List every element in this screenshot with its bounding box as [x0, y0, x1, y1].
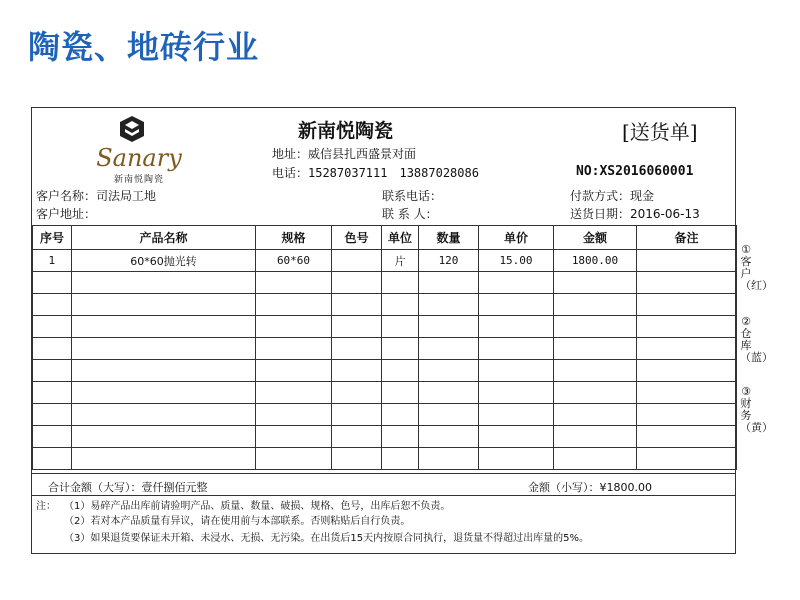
empty-cell: [479, 272, 554, 294]
empty-cell: [382, 426, 419, 448]
empty-cell: [256, 404, 332, 426]
empty-cell: [72, 382, 256, 404]
empty-cell: [479, 404, 554, 426]
empty-cell: [479, 448, 554, 470]
cell-price: 15.00: [479, 250, 554, 272]
totals-row: [32, 473, 736, 496]
empty-cell: [72, 448, 256, 470]
table-row: [33, 404, 737, 426]
empty-cell: [332, 426, 382, 448]
empty-cell: [382, 272, 419, 294]
empty-cell: [332, 404, 382, 426]
empty-cell: [637, 404, 737, 426]
contact-person: 联 系 人：: [382, 207, 438, 221]
empty-cell: [33, 338, 72, 360]
delivery-date: 送货日期：2016-06-13: [570, 207, 700, 221]
table-row: [33, 272, 737, 294]
empty-cell: [637, 426, 737, 448]
column-header: 金额: [554, 226, 637, 250]
empty-cell: [554, 338, 637, 360]
note-line: （1）易碎产品出库前请验明产品、质量、数量、破损、规格、色号，出库后恕不负责。: [64, 501, 451, 512]
empty-cell: [33, 316, 72, 338]
company-phone: 电话：15287037111 13887028086: [272, 166, 479, 180]
empty-cell: [72, 272, 256, 294]
logo-wordmark: Sanary: [96, 144, 182, 172]
empty-cell: [479, 426, 554, 448]
empty-cell: [72, 360, 256, 382]
column-header: 数量: [419, 226, 479, 250]
empty-cell: [554, 316, 637, 338]
empty-cell: [419, 426, 479, 448]
empty-cell: [637, 294, 737, 316]
cell-qty: 120: [419, 250, 479, 272]
copy-label-customer: ①客户（红）: [740, 243, 773, 292]
empty-cell: [382, 360, 419, 382]
cell-unit: 片: [382, 250, 419, 272]
empty-cell: [479, 316, 554, 338]
empty-cell: [554, 404, 637, 426]
page-heading: 陶瓷、地砖行业: [28, 28, 260, 66]
company-address: 地址：威信县扎西盛景对面: [272, 147, 417, 161]
empty-cell: [72, 426, 256, 448]
empty-cell: [554, 426, 637, 448]
empty-cell: [419, 360, 479, 382]
empty-cell: [554, 360, 637, 382]
cell-amount: 1800.00: [554, 250, 637, 272]
empty-cell: [332, 382, 382, 404]
logo-emblem-icon: [120, 116, 144, 142]
empty-cell: [332, 316, 382, 338]
empty-cell: [33, 382, 72, 404]
empty-cell: [637, 338, 737, 360]
notes-prefix: 注：: [36, 501, 56, 512]
customer-name: 客户名称：司法局工地: [36, 189, 157, 203]
note-line: （3）如果退货要保证未开箱、未浸水、无损、无污染。在出货后15天内按原合同执行，退货量不得超过出库量的5%。: [64, 533, 589, 544]
empty-cell: [332, 448, 382, 470]
empty-cell: [382, 448, 419, 470]
total-numeric: 金额（小写）：¥1800.00: [528, 481, 652, 494]
empty-cell: [554, 294, 637, 316]
empty-cell: [419, 316, 479, 338]
empty-cell: [332, 272, 382, 294]
column-header: 序号: [33, 226, 72, 250]
table-row: [33, 250, 737, 272]
empty-cell: [256, 316, 332, 338]
empty-cell: [479, 294, 554, 316]
empty-cell: [256, 272, 332, 294]
empty-cell: [479, 338, 554, 360]
empty-cell: [419, 294, 479, 316]
notes-section: [32, 495, 736, 554]
cell-remark: [637, 250, 737, 272]
items-table: [32, 225, 737, 470]
document-type: [送货单]: [622, 120, 698, 144]
empty-cell: [72, 404, 256, 426]
empty-cell: [332, 360, 382, 382]
empty-cell: [382, 404, 419, 426]
logo-subtitle: 新南悦陶瓷: [113, 175, 164, 185]
empty-cell: [554, 272, 637, 294]
company-name: 新南悦陶瓷: [298, 120, 394, 142]
table-row: [33, 338, 737, 360]
empty-cell: [332, 294, 382, 316]
empty-cell: [554, 448, 637, 470]
table-row: [33, 382, 737, 404]
cell-spec: 60*60: [256, 250, 332, 272]
empty-cell: [637, 316, 737, 338]
empty-cell: [256, 360, 332, 382]
empty-cell: [479, 382, 554, 404]
empty-cell: [33, 360, 72, 382]
empty-cell: [637, 360, 737, 382]
empty-cell: [72, 316, 256, 338]
document-number: NO:XS2016060001: [576, 164, 694, 179]
empty-cell: [479, 360, 554, 382]
empty-cell: [419, 272, 479, 294]
empty-cell: [256, 426, 332, 448]
empty-cell: [256, 382, 332, 404]
column-header: 规格: [256, 226, 332, 250]
empty-cell: [382, 316, 419, 338]
empty-cell: [637, 272, 737, 294]
empty-cell: [33, 426, 72, 448]
empty-cell: [256, 448, 332, 470]
cell-name: 60*60抛光转: [72, 250, 256, 272]
empty-cell: [33, 272, 72, 294]
empty-cell: [382, 382, 419, 404]
table-row: [33, 448, 737, 470]
table-row: [33, 294, 737, 316]
table-row: [33, 426, 737, 448]
empty-cell: [637, 448, 737, 470]
empty-cell: [72, 338, 256, 360]
column-header: 产品名称: [72, 226, 256, 250]
column-header: 单位: [382, 226, 419, 250]
payment-method: 付款方式：现金: [570, 189, 655, 203]
empty-cell: [554, 382, 637, 404]
column-header: 备注: [637, 226, 737, 250]
empty-cell: [33, 294, 72, 316]
company-logo: [84, 116, 194, 186]
delivery-slip: [31, 107, 736, 554]
empty-cell: [256, 338, 332, 360]
empty-cell: [33, 448, 72, 470]
table-row: [33, 316, 737, 338]
note-line: （2）若对本产品质量有异议，请在使用前与本部联系。否则粘贴后自行负责。: [64, 516, 411, 527]
empty-cell: [33, 404, 72, 426]
empty-cell: [332, 338, 382, 360]
table-header-row: [33, 226, 737, 250]
empty-cell: [637, 382, 737, 404]
empty-cell: [382, 338, 419, 360]
total-capital: 合计金额（大写）：壹仟捌佰元整: [48, 481, 208, 494]
empty-cell: [419, 382, 479, 404]
contact-phone: 联系电话：: [382, 189, 443, 203]
empty-cell: [72, 294, 256, 316]
column-header: 色号: [332, 226, 382, 250]
cell-no: 1: [33, 250, 72, 272]
empty-cell: [419, 448, 479, 470]
table-row: [33, 360, 737, 382]
empty-cell: [419, 338, 479, 360]
copy-label-finance: ③财务（黄）: [740, 385, 773, 434]
cell-color: [332, 250, 382, 272]
copy-label-warehouse: ②仓库（蓝）: [740, 315, 773, 364]
column-header: 单价: [479, 226, 554, 250]
customer-address: 客户地址：: [36, 207, 97, 221]
empty-cell: [256, 294, 332, 316]
empty-cell: [419, 404, 479, 426]
empty-cell: [382, 294, 419, 316]
